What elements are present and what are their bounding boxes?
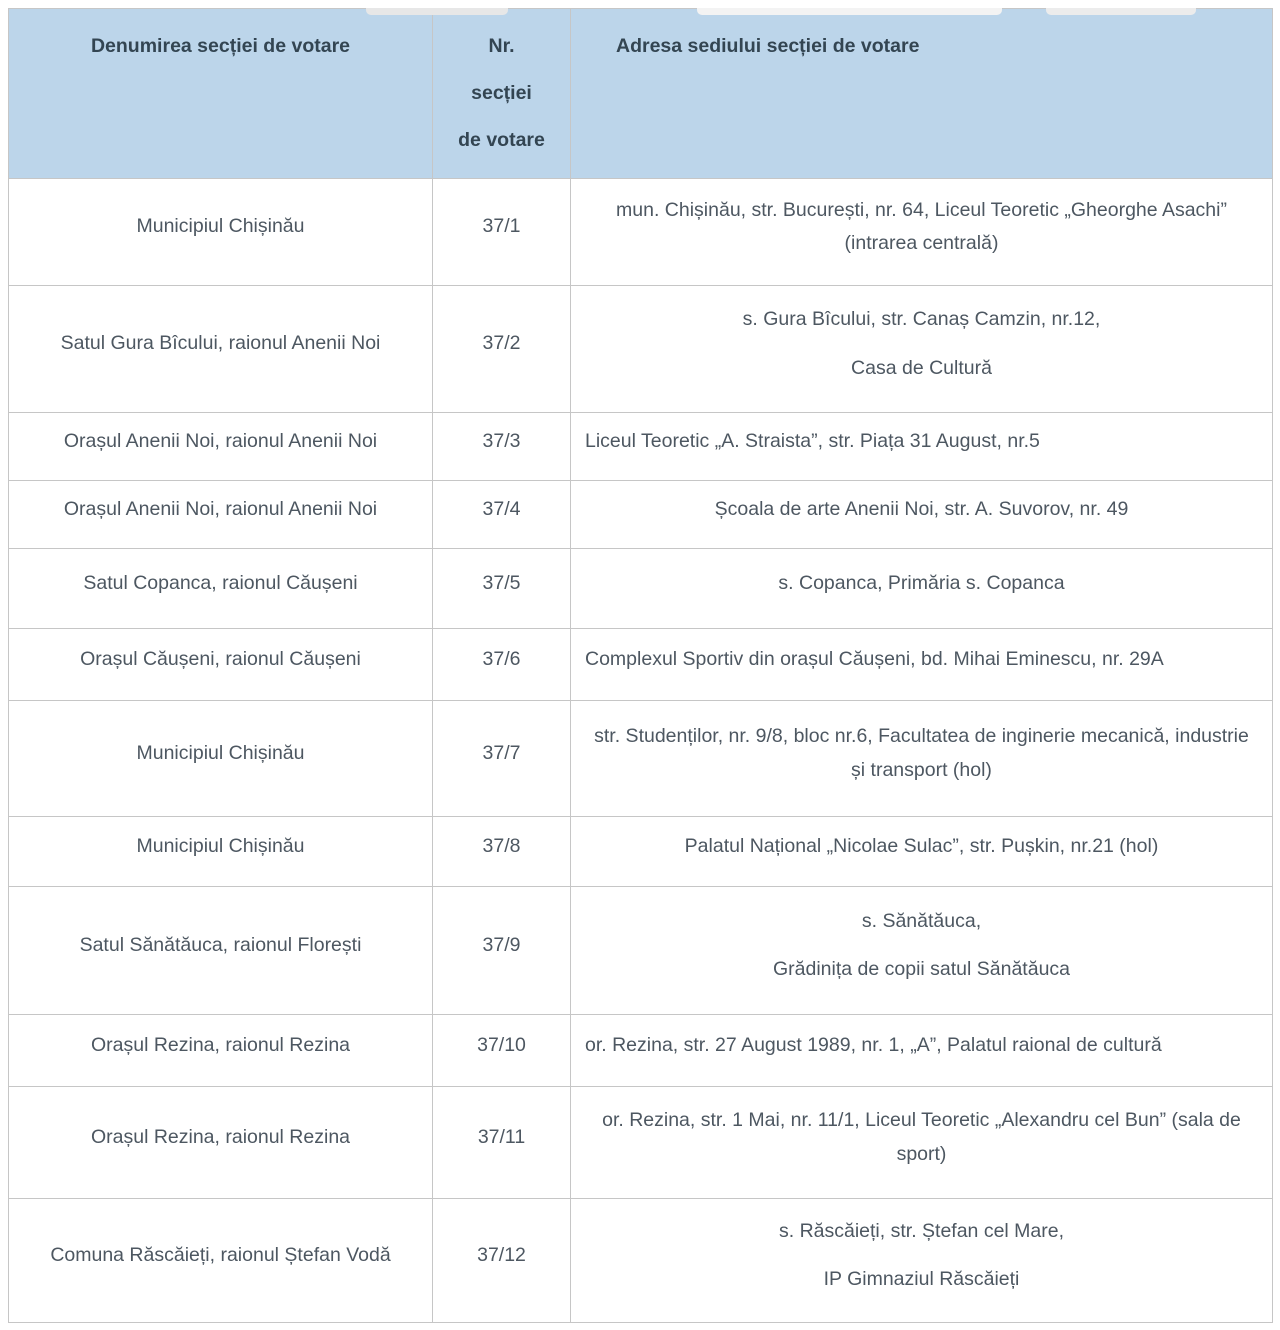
address-line: s. Gura Bîcului, str. Canaș Camzin, nr.12, [742,308,1101,331]
header-section-number [433,9,571,179]
cell-section-name: Satul Gura Bîcului, raionul Anenii Noi [9,286,433,413]
cell-section-number: 37/9 [433,887,571,1015]
cell-section-name: Orașul Rezina, raionul Rezina [9,1015,433,1087]
table-row [9,179,1273,286]
table-row [9,549,1273,629]
cell-section-name: Orașul Anenii Noi, raionul Anenii Noi [9,413,433,481]
cell-section-number: 37/1 [433,179,571,286]
table-row [9,413,1273,481]
address-line: or. Rezina, str. 1 Mai, nr. 11/1, Liceul Teoretic „Alexandru cel Bun” (sala de sport) [602,1109,1241,1165]
address-line: s. Copanca, Primăria s. Copanca [778,571,1065,594]
address-line: or. Rezina, str. 27 August 1989, nr. 1, „A”, Palatul raional de cultură [585,1033,1162,1056]
cell-section-name: Orașul Anenii Noi, raionul Anenii Noi [9,481,433,549]
table-row [9,887,1273,1015]
cell-section-number: 37/12 [433,1199,571,1323]
cell-section-address [571,549,1273,629]
polling-stations-table [8,8,1273,1323]
cell-section-number: 37/5 [433,549,571,629]
table-row [9,629,1273,701]
cell-section-name: Satul Copanca, raionul Căușeni [9,549,433,629]
cell-section-name: Satul Sănătăuca, raionul Florești [9,887,433,1015]
address-line: str. Studenților, nr. 9/8, bloc nr.6, Facultatea de inginerie mecanică, industrie și transport (hol) [594,725,1249,781]
address-line: Palatul Național „Nicolae Sulac”, str. Pușkin, nr.21 (hol) [684,834,1159,857]
table-row [9,817,1273,887]
cell-section-address [571,413,1273,481]
header-row [9,9,1273,179]
table-row [9,1015,1273,1087]
table-row [9,1199,1273,1323]
address-line: s. Sănătăuca, [861,909,982,932]
table-row [9,701,1273,817]
cell-section-number: 37/8 [433,817,571,887]
cell-section-name: Orașul Rezina, raionul Rezina [9,1087,433,1199]
top-edge-remnant [697,8,1002,15]
table-row [9,481,1273,549]
cell-section-name: Orașul Căușeni, raionul Căușeni [9,629,433,701]
cell-section-number: 37/6 [433,629,571,701]
address-line: Casa de Cultură [851,356,992,379]
cell-section-name: Comuna Răscăieți, raionul Ștefan Vodă [9,1199,433,1323]
cell-section-number: 37/2 [433,286,571,413]
header-number-line: Nr. [488,35,515,57]
address-line: IP Gimnaziul Răscăieți [823,1268,1020,1290]
top-edge-remnant [1046,8,1196,15]
cell-section-number: 37/4 [433,481,571,549]
address-line: Liceul Teoretic „A. Straista”, str. Piața 31 August, nr.5 [585,429,1040,452]
address-line: Complexul Sportiv din orașul Căușeni, bd. Mihai Eminescu, nr. 29A [585,647,1164,670]
cell-section-address [571,817,1273,887]
address-line: s. Răscăieți, str. Ștefan cel Mare, [778,1219,1065,1242]
top-edge-remnant [366,8,508,15]
header-section-name: Denumirea secției de votare [9,9,433,179]
address-line: Școala de arte Anenii Noi, str. A. Suvorov, nr. 49 [714,497,1129,520]
cell-section-address [571,1015,1273,1087]
cell-section-address [571,179,1273,286]
header-number-line: secției [471,82,532,105]
cell-section-address [571,629,1273,701]
cell-section-address [571,1199,1273,1323]
header-number-line: de votare [458,129,545,152]
cell-section-address [571,887,1273,1015]
address-line: mun. Chișinău, str. București, nr. 64, Liceul Teoretic „Gheorghe Asachi” (intrarea centrală) [616,198,1227,254]
table-row [9,286,1273,413]
cell-section-address [571,701,1273,817]
cell-section-address [571,1087,1273,1199]
cell-section-number: 37/3 [433,413,571,481]
cell-section-address [571,481,1273,549]
cell-section-name: Municipiul Chișinău [9,701,433,817]
cell-section-name: Municipiul Chișinău [9,817,433,887]
address-line: Grădinița de copii satul Sănătăuca [772,958,1071,980]
cell-section-number: 37/11 [433,1087,571,1199]
cell-section-name: Municipiul Chișinău [9,179,433,286]
cell-section-number: 37/7 [433,701,571,817]
header-section-address: Adresa sediului secției de votare [571,9,1273,179]
cell-section-number: 37/10 [433,1015,571,1087]
table-body [9,179,1273,1323]
table-row [9,1087,1273,1199]
cell-section-address [571,286,1273,413]
